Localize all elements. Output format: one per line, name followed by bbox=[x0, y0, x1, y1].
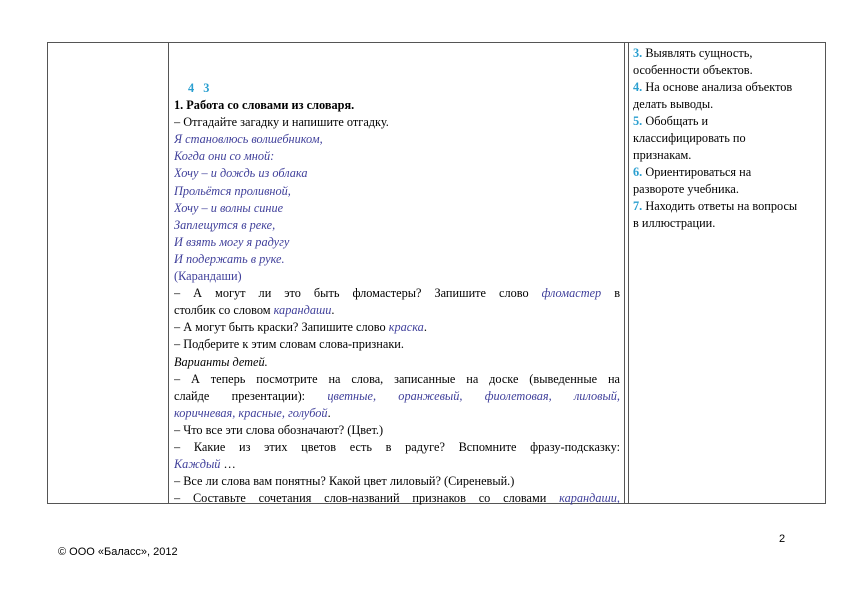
column-divider bbox=[628, 43, 629, 503]
column-divider bbox=[624, 43, 625, 503]
skill-text: Обобщать и bbox=[645, 114, 709, 128]
question-line bbox=[174, 456, 620, 473]
section-numbers: 4 3 bbox=[188, 81, 210, 95]
question-text: … bbox=[220, 457, 236, 472]
poem-line: Когда они со мной: bbox=[174, 149, 275, 164]
question-line: – Какие из этих цветов есть в радуге? Вспомните фразу-подсказку: bbox=[174, 439, 620, 454]
skills-cell bbox=[633, 45, 823, 232]
riddle-answer: (Карандаши) bbox=[174, 269, 242, 284]
skill-text: На основе анализа объектов bbox=[645, 80, 793, 94]
skill-text: Выявлять сущность, bbox=[645, 46, 753, 60]
skill-item bbox=[633, 113, 823, 164]
question-text: – А могут быть краски? Запишите слово bbox=[174, 320, 389, 335]
question-line: – Подберите к этим словам слова-признаки. bbox=[174, 337, 404, 352]
vocab-word: фломастер bbox=[541, 286, 602, 301]
skill-item bbox=[633, 45, 823, 79]
skill-number: 6. bbox=[633, 165, 643, 179]
poem-line: Заплещутся в реке, bbox=[174, 217, 276, 232]
poem-line: Хочу – и волны синие bbox=[174, 200, 284, 215]
question-text: – Составьте сочетания слов-названий признаков со словами bbox=[174, 491, 560, 506]
skill-item bbox=[633, 164, 823, 198]
question-text: столбик со словом bbox=[174, 303, 274, 318]
skill-text: Ориентироваться на bbox=[645, 165, 752, 179]
student-variants: Варианты детей. bbox=[174, 354, 268, 369]
skill-text: признакам. bbox=[633, 148, 692, 162]
skill-text: в иллюстрации. bbox=[633, 216, 716, 230]
question-line bbox=[174, 319, 620, 336]
question-line: – А теперь посмотрите на слова, записанные на доске (выведенные на bbox=[174, 371, 620, 386]
question-line bbox=[174, 388, 620, 405]
skill-text: особенности объектов. bbox=[633, 63, 753, 77]
question-text: . bbox=[423, 320, 427, 335]
skill-text: делать выводы. bbox=[633, 97, 714, 111]
question-line bbox=[174, 285, 620, 302]
vocab-word: краска bbox=[388, 320, 424, 335]
riddle-instruction: – Отгадайте загадку и напишите отгадку. bbox=[174, 115, 389, 130]
vocab-word: карандаши bbox=[273, 303, 332, 318]
skill-item bbox=[633, 198, 823, 232]
question-text: . bbox=[327, 405, 331, 420]
vocab-word: карандаши, bbox=[559, 491, 620, 506]
lesson-table bbox=[47, 42, 826, 504]
question-text: . bbox=[331, 303, 335, 318]
poem-line: Хочу – и дождь из облака bbox=[174, 166, 308, 181]
color-words: цветные, оранжевый, фиолетовая, лиловый, bbox=[327, 388, 620, 403]
copyright-footer: © ООО «Баласс», 2012 bbox=[58, 546, 178, 558]
question-line bbox=[174, 490, 620, 507]
question-line: – Все ли слова вам понятны? Какой цвет лиловый? (Сиреневый.) bbox=[174, 474, 515, 489]
skill-item bbox=[633, 79, 823, 113]
question-line bbox=[174, 302, 620, 319]
column-divider bbox=[168, 43, 169, 503]
skill-text: развороте учебника. bbox=[633, 182, 739, 196]
skill-text: Находить ответы на вопросы bbox=[645, 199, 798, 213]
question-line bbox=[174, 405, 620, 422]
poem-line: Прольётся проливной, bbox=[174, 183, 291, 198]
skill-text: классифицировать по bbox=[633, 131, 746, 145]
lesson-content-cell bbox=[174, 80, 620, 507]
skill-number: 7. bbox=[633, 199, 643, 213]
question-line: – Что все эти слова обозначают? (Цвет.) bbox=[174, 422, 384, 437]
skill-number: 5. bbox=[633, 114, 643, 128]
poem-line: Я становлюсь волшебником, bbox=[174, 132, 323, 147]
hint-word: Каждый bbox=[174, 457, 221, 472]
question-text: – А могут ли это быть фломастеры? Запишите слово bbox=[174, 286, 542, 301]
poem-line: И взять могу я радугу bbox=[174, 234, 290, 249]
section-title: 1. Работа со словами из словаря. bbox=[174, 98, 355, 113]
question-text: слайде презентации): bbox=[174, 388, 328, 403]
skill-number: 4. bbox=[633, 80, 643, 94]
riddle-poem bbox=[174, 131, 620, 268]
poem-line: И подержать в руке. bbox=[174, 251, 285, 266]
skill-number: 3. bbox=[633, 46, 643, 60]
color-words: коричневая, красные, голубой bbox=[174, 405, 328, 420]
question-text: в bbox=[601, 286, 620, 301]
page-number: 2 bbox=[779, 533, 786, 545]
